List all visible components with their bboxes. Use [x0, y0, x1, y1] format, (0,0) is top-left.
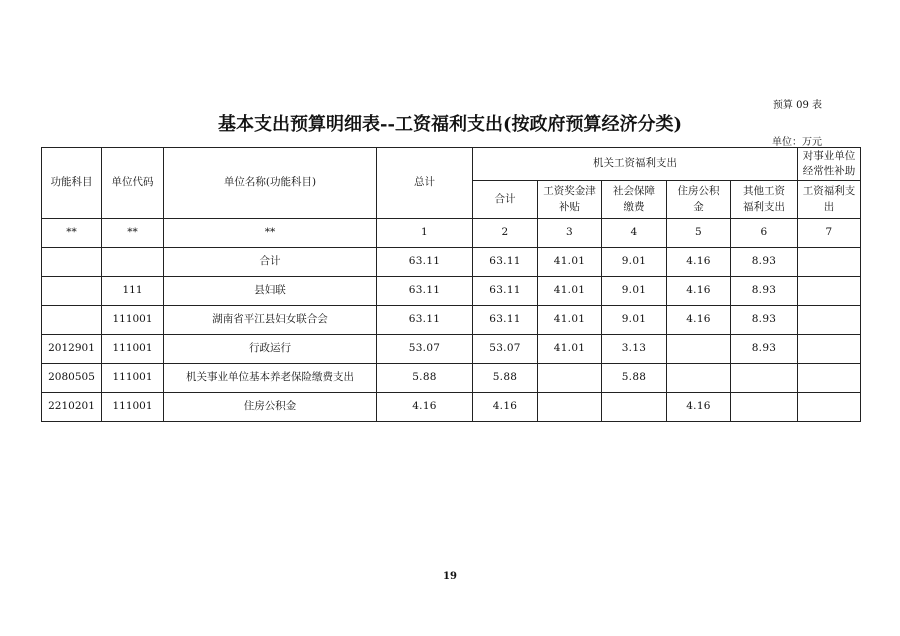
cell-unit-name: 合计 — [164, 248, 377, 277]
cell-salary: 41.01 — [538, 306, 602, 335]
cell-unit-name: ** — [164, 219, 377, 248]
cell-social: 3.13 — [602, 335, 667, 364]
cell-social: 9.01 — [602, 306, 667, 335]
cell-institution-welfare — [798, 364, 861, 393]
cell-other: 8.93 — [731, 306, 798, 335]
col-header-total: 总计 — [377, 148, 473, 219]
cell-salary: 41.01 — [538, 277, 602, 306]
col-group-org-welfare: 机关工资福利支出 — [473, 148, 798, 181]
cell-unit-code: ** — [102, 219, 164, 248]
col-header-other-label: 其他工资福利支出 — [743, 185, 785, 213]
cell-social: 4 — [602, 219, 667, 248]
cell-institution-welfare: 7 — [798, 219, 861, 248]
col-header-institution-welfare — [798, 181, 861, 219]
cell-other: 8.93 — [731, 335, 798, 364]
cell-total: 53.07 — [377, 335, 473, 364]
cell-unit-name: 湖南省平江县妇女联合会 — [164, 306, 377, 335]
cell-salary: 41.01 — [538, 248, 602, 277]
col-header-social-label: 社会保障缴费 — [613, 185, 655, 213]
unit-label: 单位：万元 — [772, 137, 822, 148]
col-header-salary-label: 工资奖金津补贴 — [543, 185, 596, 213]
col-header-unit-code: 单位代码 — [102, 148, 164, 219]
cell-total: 4.16 — [377, 393, 473, 422]
header-row — [42, 148, 861, 181]
col-header-housing-label: 住房公积金 — [677, 185, 720, 213]
cell-institution-welfare — [798, 306, 861, 335]
cell-function-code — [42, 277, 102, 306]
table-row — [42, 248, 861, 277]
cell-housing — [667, 364, 731, 393]
col-header-institution-welfare-label: 工资福利支出 — [802, 185, 856, 213]
cell-unit-code: 111001 — [102, 364, 164, 393]
cell-unit-code: 111 — [102, 277, 164, 306]
cell-function-code: 2080505 — [42, 364, 102, 393]
cell-sum: 5.88 — [473, 364, 538, 393]
cell-function-code: 2012901 — [42, 335, 102, 364]
table-row — [42, 393, 861, 422]
cell-social: 9.01 — [602, 248, 667, 277]
cell-sum: 63.11 — [473, 277, 538, 306]
cell-sum: 63.11 — [473, 306, 538, 335]
cell-sum: 53.07 — [473, 335, 538, 364]
cell-housing: 5 — [667, 219, 731, 248]
col-header-social — [602, 181, 667, 219]
table-row — [42, 364, 861, 393]
col-header-unit-name: 单位名称(功能科目) — [164, 148, 377, 219]
col-header-sum: 合计 — [473, 181, 538, 219]
cell-salary: 41.01 — [538, 335, 602, 364]
cell-unit-name: 行政运行 — [164, 335, 377, 364]
cell-function-code — [42, 248, 102, 277]
cell-function-code: ** — [42, 219, 102, 248]
col-header-housing — [667, 181, 731, 219]
cell-function-code: 2210201 — [42, 393, 102, 422]
cell-other — [731, 364, 798, 393]
cell-sum: 63.11 — [473, 248, 538, 277]
cell-other: 8.93 — [731, 277, 798, 306]
cell-sum: 4.16 — [473, 393, 538, 422]
table-row — [42, 277, 861, 306]
cell-unit-code: 111001 — [102, 306, 164, 335]
cell-social: 5.88 — [602, 364, 667, 393]
cell-unit-name: 县妇联 — [164, 277, 377, 306]
col-header-salary — [538, 181, 602, 219]
cell-institution-welfare — [798, 248, 861, 277]
cell-institution-welfare — [798, 393, 861, 422]
table-row — [42, 219, 861, 248]
page-number: 19 — [443, 571, 457, 582]
cell-housing: 4.16 — [667, 277, 731, 306]
cell-unit-name: 机关事业单位基本养老保险缴费支出 — [164, 364, 377, 393]
cell-other: 6 — [731, 219, 798, 248]
table-row — [42, 306, 861, 335]
col-group-institution-subsidy — [798, 148, 861, 181]
cell-other: 8.93 — [731, 248, 798, 277]
cell-function-code — [42, 306, 102, 335]
cell-total: 63.11 — [377, 248, 473, 277]
cell-housing: 4.16 — [667, 393, 731, 422]
cell-housing: 4.16 — [667, 248, 731, 277]
cell-sum: 2 — [473, 219, 538, 248]
col-group-institution-subsidy-label: 对事业单位经常性补助 — [802, 149, 856, 177]
cell-unit-code: 111001 — [102, 335, 164, 364]
cell-total: 5.88 — [377, 364, 473, 393]
cell-unit-name: 住房公积金 — [164, 393, 377, 422]
budget-table — [41, 147, 861, 422]
col-header-function-code: 功能科目 — [42, 148, 102, 219]
cell-institution-welfare — [798, 277, 861, 306]
cell-salary — [538, 364, 602, 393]
cell-total: 63.11 — [377, 306, 473, 335]
cell-unit-code — [102, 248, 164, 277]
col-header-other — [731, 181, 798, 219]
cell-housing — [667, 335, 731, 364]
page-title: 基本支出预算明细表--工资福利支出(按政府预算经济分类) — [218, 114, 682, 135]
cell-housing: 4.16 — [667, 306, 731, 335]
table-code: 预算 09 表 — [772, 100, 822, 111]
cell-salary — [538, 393, 602, 422]
cell-institution-welfare — [798, 335, 861, 364]
cell-total: 1 — [377, 219, 473, 248]
cell-unit-code: 111001 — [102, 393, 164, 422]
cell-other — [731, 393, 798, 422]
cell-social: 9.01 — [602, 277, 667, 306]
table-row — [42, 335, 861, 364]
cell-social — [602, 393, 667, 422]
cell-salary: 3 — [538, 219, 602, 248]
cell-total: 63.11 — [377, 277, 473, 306]
